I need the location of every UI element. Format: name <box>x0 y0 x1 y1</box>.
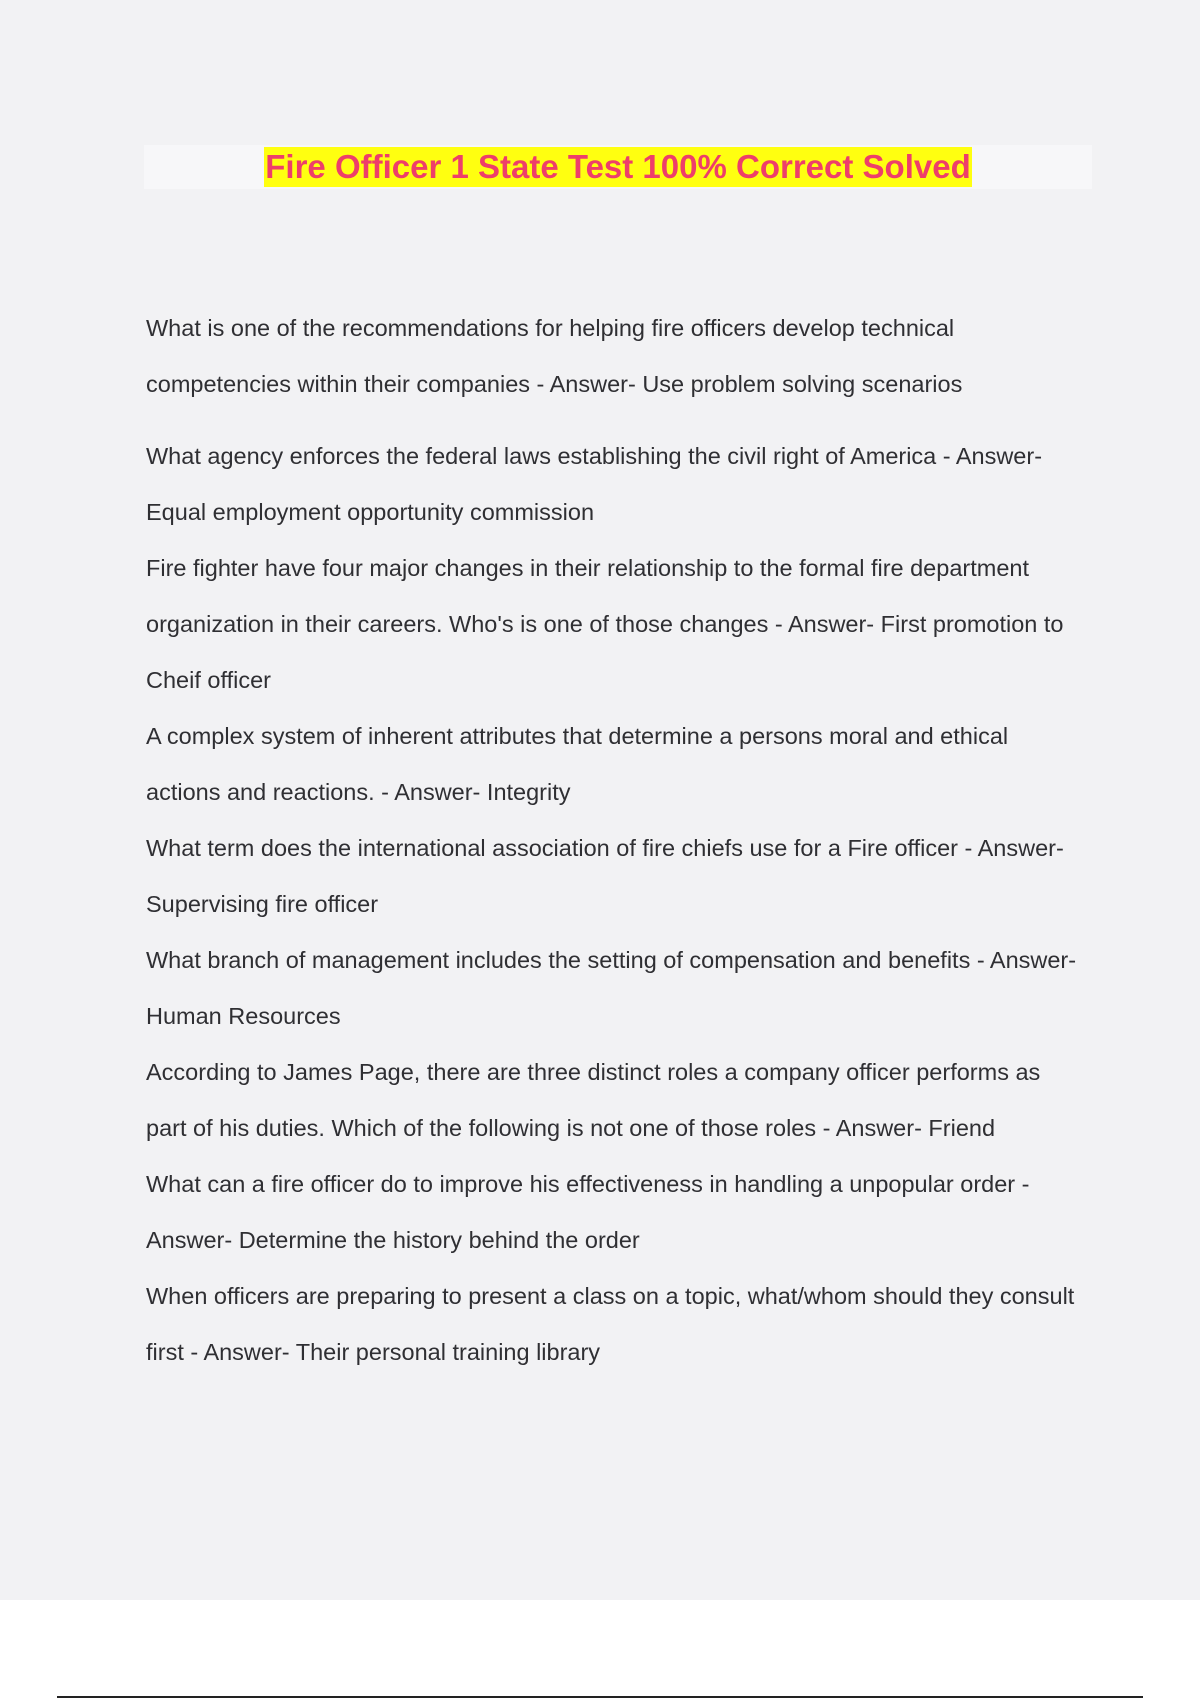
footer-divider <box>57 1696 1143 1698</box>
qa-item: According to James Page, there are three distinct roles a company officer performs as part of his duties. Which of the following is not one of those roles - Answer- Friend <box>146 1059 1041 1141</box>
qa-item: When officers are preparing to present a class on a topic, what/whom should they consult first - Answer- Their personal training library <box>146 1283 1075 1365</box>
qa-list <box>146 300 1086 1380</box>
qa-item: What agency enforces the federal laws establishing the civil right of America - Answer- Equal employment opportunity commission <box>146 443 1043 525</box>
qa-item: What branch of management includes the setting of compensation and benefits - Answer- Human Resources <box>146 947 1077 1029</box>
qa-item: What can a fire officer do to improve his effectiveness in handling a unpopular order - Answer- Determine the history behind the order <box>146 1171 1030 1253</box>
qa-item: What term does the international association of fire chiefs use for a Fire officer - Answer- Supervising fire officer <box>146 835 1064 917</box>
qa-item: What is one of the recommendations for helping fire officers develop technical competencies within their companies - Answer- Use problem solving scenarios <box>146 315 963 397</box>
document-title: Fire Officer 1 State Test 100% Correct Solved <box>265 148 971 185</box>
title-band <box>144 145 1092 189</box>
qa-item: A complex system of inherent attributes that determine a persons moral and ethical actions and reactions. - Answer- Integrity <box>146 723 1009 805</box>
qa-item: Fire fighter have four major changes in their relationship to the formal fire department organization in their careers. Who's is one of those changes - Answer- First promotion to Cheif officer <box>146 555 1064 693</box>
